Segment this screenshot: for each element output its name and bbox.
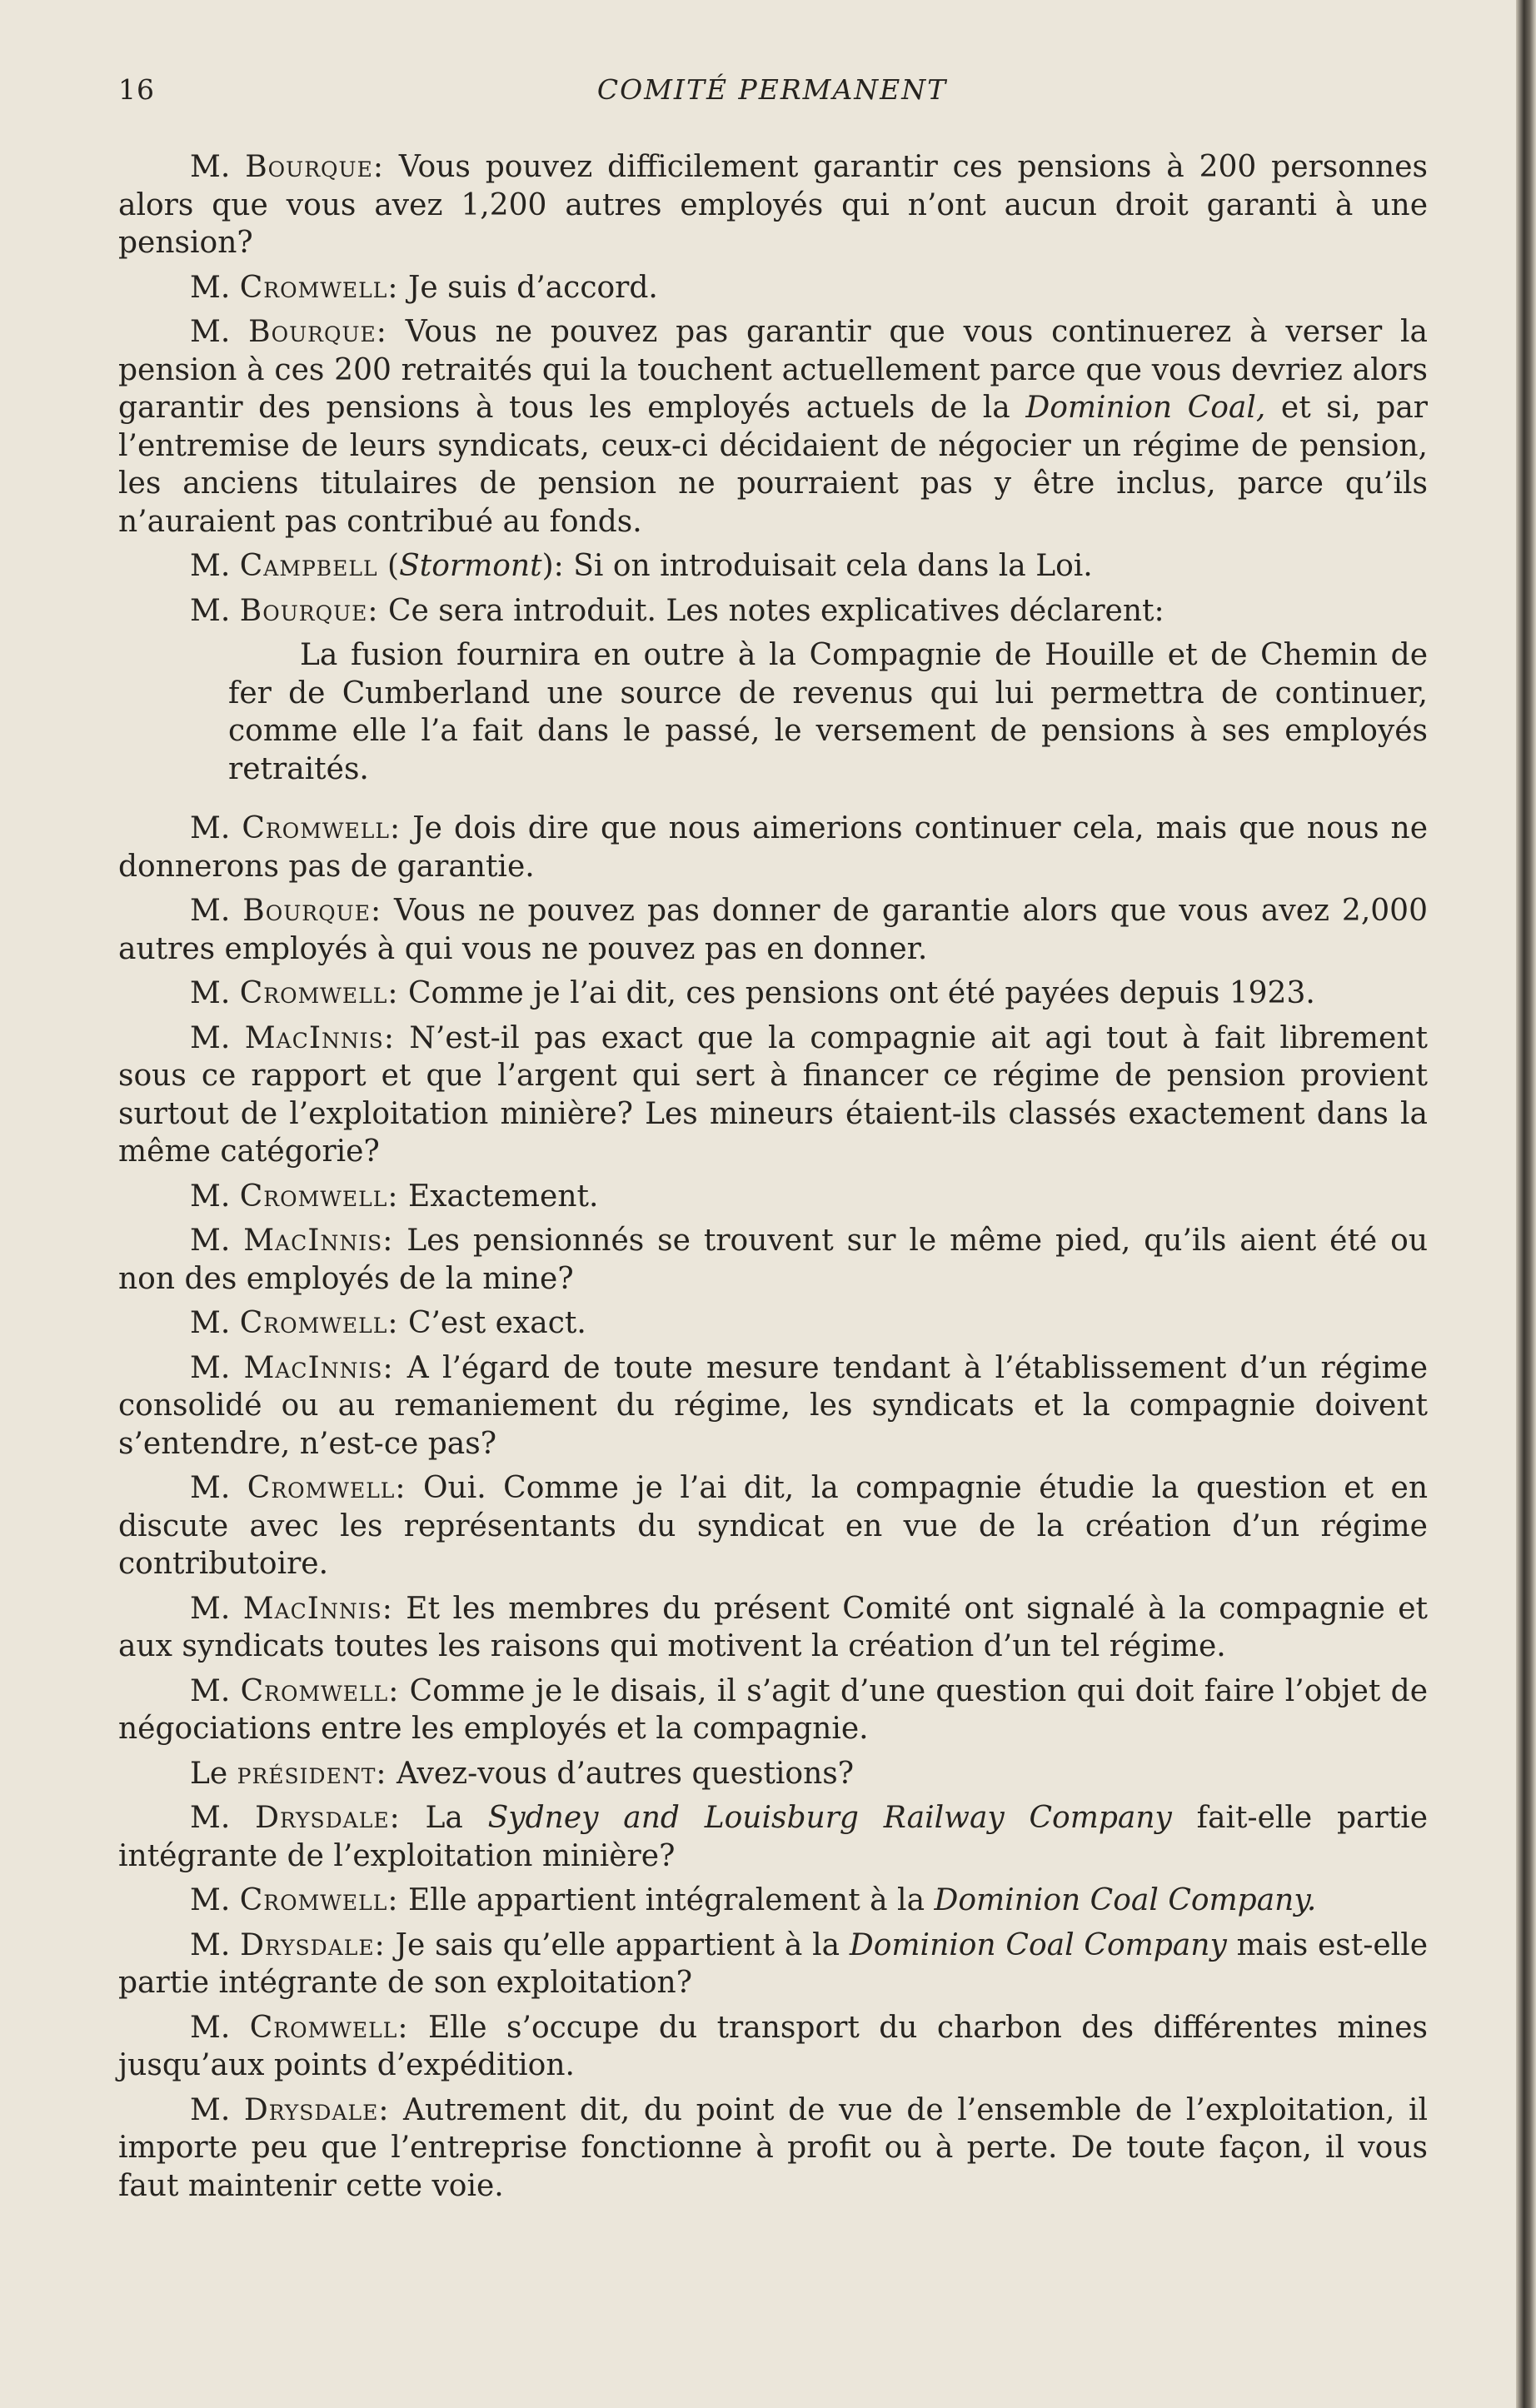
speaker-prefix: M. (190, 2010, 250, 2045)
speaker-name: Cromwell: (239, 1306, 399, 1340)
speech-text: Comme je l’ai dit, ces pensions ont été payées depuis 1923. (398, 976, 1315, 1010)
transcript-paragraph (118, 892, 1428, 968)
speaker-prefix: M. (190, 1591, 243, 1626)
transcript-paragraph (118, 1882, 1428, 1920)
speech-text: et si, par l’entremise de leurs syndicats, ceux-ci décidaient de négocier un régime de pension, les anciens titulaires de pension ne pourraient pas y être inclus, parce qu’ils n’auraient pas contribué au fonds. (118, 391, 1429, 539)
speaker-prefix: M. (190, 1471, 247, 1505)
speech-text: C’est exact. (398, 1306, 586, 1340)
transcript-paragraph (118, 2009, 1428, 2085)
speaker-name: Cromwell: (239, 1883, 399, 1917)
speaker-prefix: M. (190, 976, 240, 1010)
speech-text: Je sais qu’elle appartient à la (385, 1927, 850, 1962)
speaker-name: Drysdale: (243, 2092, 390, 2127)
speech-text: A l’égard de toute mesure tendant à l’établissement d’un régime consolidé ou au remaniement du régime, les syndicats et la compagnie doivent s’entendre, n’est-ce pas? (118, 1350, 1428, 1461)
transcript-paragraph (118, 2091, 1428, 2206)
speaker-name: MacInnis: (244, 1020, 395, 1055)
italic-text: Dominion Coal Company. (934, 1883, 1317, 1917)
speech-text: Avez-vous d’autres questions? (386, 1756, 855, 1791)
transcript-paragraph (118, 1349, 1428, 1463)
speaker-prefix: M. (190, 1224, 244, 1258)
running-title: COMITÉ PERMANENT (596, 73, 948, 106)
speaker-name: Cromwell: (247, 1471, 406, 1505)
speaker-name: Cromwell: (242, 811, 401, 845)
speaker-name: MacInnis: (242, 1591, 393, 1626)
transcript-paragraph (118, 1304, 1428, 1343)
speaker-prefix: M. (190, 1673, 241, 1708)
speaker-prefix: M. (190, 1801, 256, 1835)
speaker-prefix: M. (190, 811, 242, 845)
speaker-prefix: M. (190, 150, 246, 184)
speech-text: Oui. Comme je l’ai dit, la compagnie étudie la question et en discute avec les représentants du syndicat en vue de la création d’un régime contributoire. (118, 1471, 1429, 1581)
transcript-body (118, 148, 1428, 2211)
transcript-paragraph (118, 1222, 1428, 1298)
speaker-prefix: M. (190, 549, 240, 583)
speaker-prefix: M. (190, 1179, 240, 1214)
speech-text: N’est-il pas exact que la compagnie ait agi tout à fait librement sous ce rapport et que l’argent qui sert à financer ce régime de pension provient surtout de l’exploitation minière? Les mineurs étaient-ils classés exactement dans la même catégorie? (118, 1020, 1429, 1169)
transcript-paragraph (118, 1020, 1428, 1171)
speaker-prefix: M. (190, 270, 240, 305)
italic-text: Dominion Coal, (1025, 391, 1266, 425)
quoted-passage: La fusion fournira en outre à la Compagnie de Houille et de Chemin de fer de Cumberland une source de revenus qui lui permettra de continuer, comme elle l’a fait dans le passé, le versement de pensions à ses employés retraités. (228, 638, 1428, 786)
speaker-prefix: M. (190, 1350, 244, 1385)
speech-text: Autrement dit, du point de vue de l’ensemble de l’exploitation, il importe peu que l’entreprise fonctionne à profit ou à perte. De toute façon, il vous faut maintenir cette voie. (118, 2092, 1429, 2203)
transcript-paragraph (118, 1755, 1428, 1793)
speaker-name: Bourque: (239, 593, 379, 628)
page-number: 16 (118, 73, 155, 106)
speaker-prefix: M. (190, 593, 240, 628)
speech-text: fait-elle partie intégrante de l’exploitation minière? (118, 1801, 1428, 1873)
transcript-paragraph (118, 592, 1428, 631)
speech-text: Elle s’occupe du transport du charbon des différentes mines jusqu’aux points d’expédition. (118, 2010, 1428, 2082)
page-header (118, 73, 1426, 113)
speaker-name: Drysdale: (240, 1927, 386, 1962)
speaker-name: Bourque: (245, 150, 384, 184)
speaker-prefix: M. (190, 315, 249, 349)
speech-text: La (400, 1801, 488, 1835)
transcript-paragraph (118, 269, 1428, 307)
speaker-prefix: M. (190, 1020, 245, 1055)
speaker-name: MacInnis: (243, 1350, 394, 1385)
speaker-name: Cromwell: (249, 2010, 409, 2045)
transcript-paragraph (118, 1927, 1428, 2002)
speaker-name: Cromwell: (239, 1179, 399, 1214)
speaker-name: Campbell (239, 549, 378, 583)
speaker-prefix: M. (190, 2092, 244, 2127)
speaker-prefix: M. (190, 1306, 240, 1340)
speaker-prefix: M. (190, 1927, 241, 1962)
speech-text: Et les membres du présent Comité ont signalé à la compagnie et aux syndicats toutes les raisons qui motivent la création d’un tel régime. (118, 1591, 1429, 1663)
speaker-name: président: (237, 1756, 387, 1791)
speech-text: Je suis d’accord. (398, 270, 658, 305)
transcript-paragraph (118, 1673, 1428, 1748)
speaker-prefix: Le (190, 1756, 237, 1791)
transcript-paragraph (118, 1178, 1428, 1216)
speech-text: Vous pouvez difficilement garantir ces pensions à 200 personnes alors que vous avez 1,200 autres employés qui n’ont aucun droit garanti à une pension? (118, 150, 1429, 260)
italic-text: Stormont (399, 549, 542, 583)
speech-text: Comme je le disais, il s’agit d’une question qui doit faire l’objet de négociations entre les employés et la compagnie. (118, 1673, 1429, 1746)
speaker-prefix: M. (190, 1883, 240, 1917)
speech-text: Exactement. (398, 1179, 599, 1214)
speech-text: Les pensionnés se trouvent sur le même pied, qu’ils aient été ou non des employés de la mine? (118, 1224, 1429, 1296)
italic-text: Dominion Coal Company (849, 1927, 1227, 1962)
speech-text: Vous ne pouvez pas garantir que vous continuerez à verser la pension à ces 200 retraités qui la touchent actuellement parce que vous devriez alors garantir des pensions à tous les employés actuels de la (118, 315, 1429, 425)
speaker-name: Cromwell: (240, 1673, 400, 1708)
speaker-name: Bourque: (248, 315, 387, 349)
speech-text: Ce sera introduit. Les notes explicatives déclarent: (378, 593, 1164, 628)
transcript-paragraph (118, 547, 1428, 586)
transcript-paragraph (118, 1799, 1428, 1875)
speaker-name: Drysdale: (255, 1801, 401, 1835)
speaker-name: Cromwell: (239, 976, 399, 1010)
speech-text: Elle appartient intégralement à la (398, 1883, 935, 1917)
transcript-paragraph (118, 148, 1428, 262)
speaker-name: Cromwell: (239, 270, 399, 305)
speech-text: Je dois dire que nous aimerions continuer cela, mais que nous ne donnerons pas de garantie. (118, 811, 1428, 884)
transcript-paragraph (118, 975, 1428, 1013)
speech-text: Vous ne pouvez pas donner de garantie alors que vous avez 2,000 autres employés à qui vous ne pouvez pas en donner. (118, 894, 1428, 966)
transcript-paragraph (118, 810, 1428, 885)
speech-text: ( (377, 549, 400, 583)
italic-text: Sydney and Louisburg Railway Company (487, 1801, 1172, 1835)
transcript-paragraph (118, 1590, 1428, 1666)
speech-text: mais est-elle partie intégrante de son exploitation? (118, 1927, 1429, 2000)
book-spine-shadow (1516, 0, 1536, 2408)
speech-text: ): Si on introduisait cela dans la Loi. (541, 549, 1093, 583)
transcript-paragraph (118, 313, 1428, 541)
transcript-paragraph (118, 1469, 1428, 1583)
speaker-prefix: M. (190, 894, 243, 928)
speaker-name: MacInnis: (243, 1224, 394, 1258)
speaker-name: Bourque: (242, 894, 382, 928)
